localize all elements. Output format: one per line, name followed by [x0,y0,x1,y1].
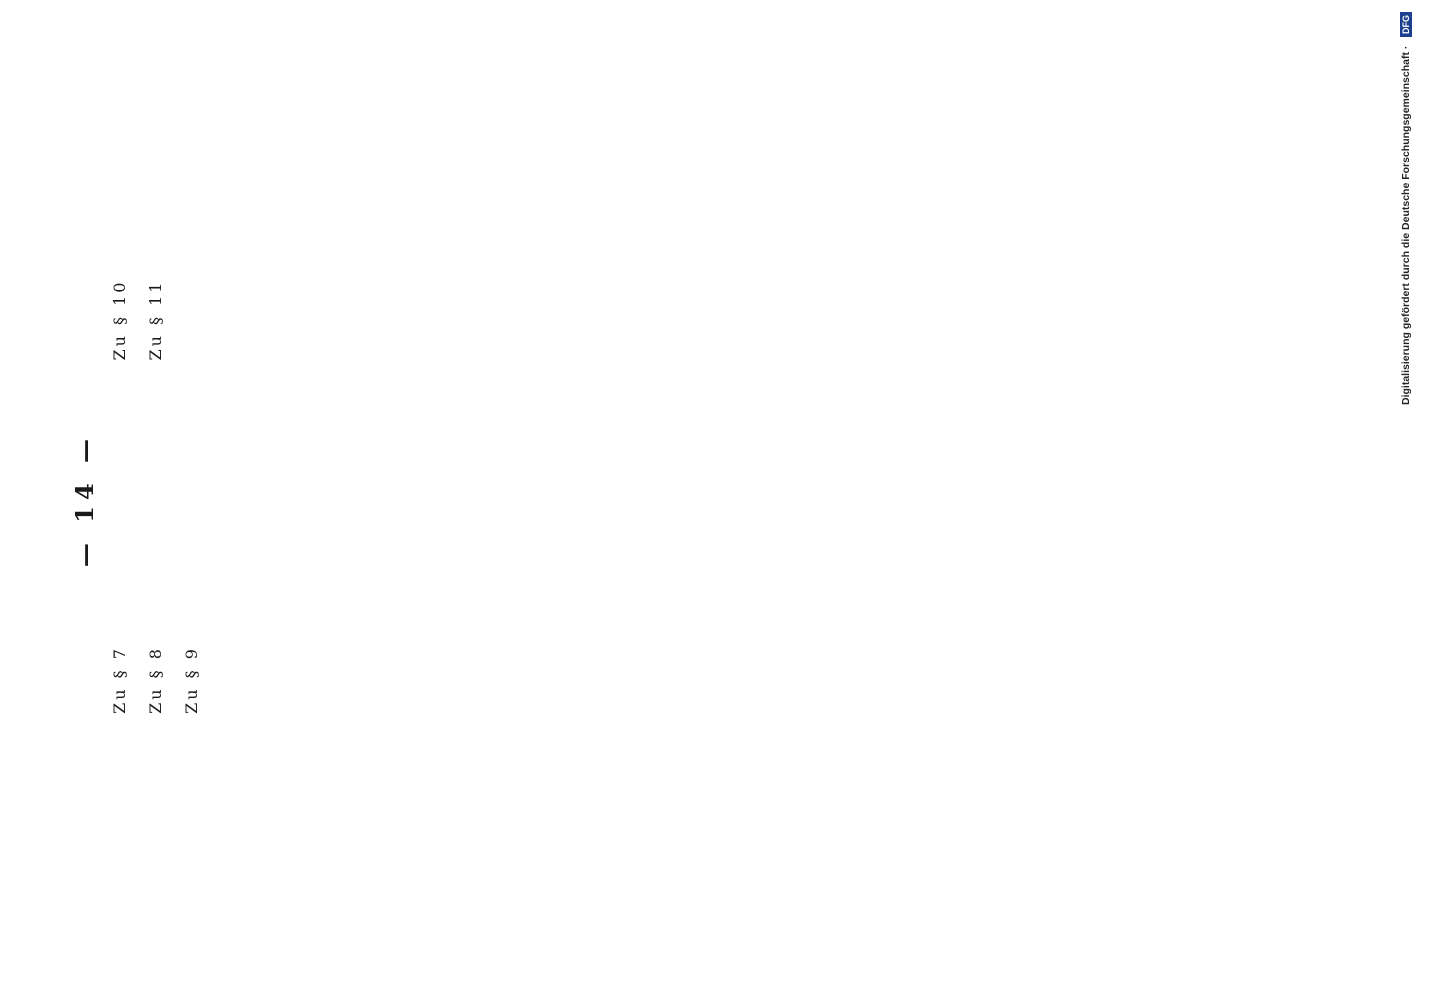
section-heading-zu-9: Zu § 9 [182,646,202,714]
middle-column [95,70,177,570]
section-heading-zu-8: Zu § 8 [146,646,166,714]
page-number: — 14 — [70,432,99,568]
section-heading-zu-7: Zu § 7 [110,646,129,714]
digitization-attribution [1400,12,1422,988]
section-heading-zu-10: Zu § 10 [110,279,129,361]
section-heading-zu-11: Zu § 11 [146,279,166,361]
attribution-text: Digitalisierung gefördert durch die Deutsche Forschungsgemeinschaft · [1400,45,1412,406]
dfg-logo: DFG [1400,12,1412,37]
